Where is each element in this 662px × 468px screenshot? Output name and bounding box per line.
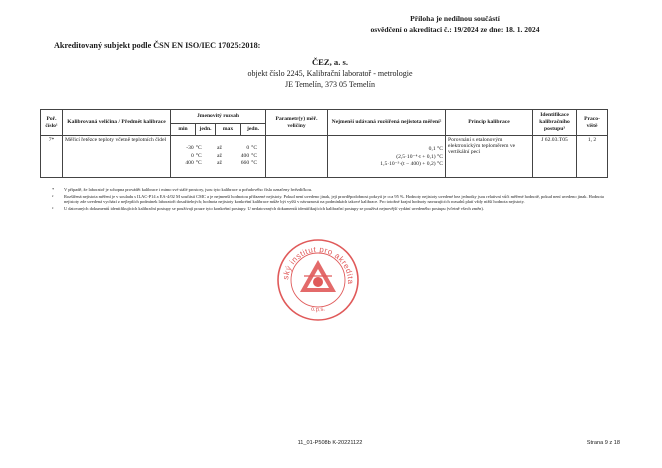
footnote-mark: * [52,187,55,192]
row-params [266,136,328,178]
range-max: 660 [240,160,250,166]
footnote-mark: ³ [52,205,54,211]
svg-text:o.p.s.: o.p.s. [310,306,326,314]
attachment-line-2: osvědčení o akreditaci č.: 19/2024 ze dne: 18. 1. 2024 [370,25,540,34]
header-site: Praco-viště [577,110,608,136]
range-row [171,160,265,168]
attachment-header [330,13,580,35]
table-row [41,136,608,178]
range-unit: °C [251,145,258,151]
row-site: 1, 2 [577,136,608,178]
organization-address-1: objekt číslo 2245, Kalibrační laboratoř - metrologie [247,69,413,78]
row-ranges [171,136,266,178]
row-cmc [328,136,446,178]
row-procedure-id: J 62.03.T05 [533,136,577,178]
cmc-value: 0,1 °C [428,146,444,152]
header-range-unit-1: jedn. [196,124,216,136]
footnote-text: Rozšířená nejistota měření je v souladu s ILAC-P14 a EA-4/02 M součástí CMC a je nejmenší hodnotou přiřazené nejistoty. Pokud není uvedeno jinak, její pravděpodobnost pokrytí je cca 95 %. Hodnoty nejistoty uvedené bez jednotky jsou relativní vůči měřené hodnotě, pokud není uvedeno jinak. Hodnota nejistoty zde uvedená vychází z nejlepších podmínek laboratoři dosažitelných; hodnota nejistoty konkrétní kalibrace může být vyšší v návaznosti na podmínkách takové kalibrace. Pro totožné krajní hodnoty navazujících rozsahů platí vždy nižší hodnota nejistoty. [64,193,604,205]
range-row [171,153,265,161]
header-range-unit-2: jedn. [241,124,266,136]
svg-text:Český institut pro akreditaci: ský institut pro akredita [281,244,356,285]
accredited-subject-title: Akreditovaný subjekt podle ČSN EN ISO/IEC 17025:2018: [54,41,261,50]
range-to: až [216,152,222,159]
footnote [52,194,612,205]
footnote [52,206,612,212]
row-no: 7* [41,136,63,178]
range-unit: °C [251,160,258,166]
row-principle: Porovnání s etalonovým elektronickým teploměrem ve vertikální peci [446,136,533,178]
footnote [52,187,612,193]
header-range-max: max [216,124,241,136]
range-unit: °C [251,152,258,159]
row-quantity: Měřicí řetězce teploty včetně teplotních čidel [63,136,171,178]
range-unit: °C [195,152,202,159]
accreditation-stamp [274,236,362,324]
range-unit: °C [195,160,202,166]
header-no: Poř. číslo¹ [41,110,63,136]
organization-block [180,57,480,90]
cmc-value: (2,5·10⁻⁴·t + 0,1) °C [396,153,444,160]
stamp-seal-icon [274,236,362,324]
range-min: 400 [185,160,194,166]
calibration-table [40,109,608,178]
range-min: -30 [186,145,194,151]
organization-address-2: JE Temelín, 373 05 Temelín [285,80,375,89]
header-principle: Princip kalibrace [446,110,533,136]
range-to: až [216,160,222,166]
header-cmc: Nejmenší udávaná rozšířená nejistota měření² [328,110,446,136]
range-row [171,145,265,153]
attachment-line-1: Příloha je nedílnou součástí [410,14,500,23]
header-range-min: min [171,124,196,136]
footnote-text: V případě, že laboratoř je schopna provádět kalibrace i mimo své stálé prostory, jsou tyto kalibrace u pořadového čísla označeny hvězdičkou. [64,187,312,192]
footnotes [52,187,612,212]
header-params: Parametr(y) měř. veličiny [266,110,328,136]
cmc-value: 1,5·10⁻³·(t − 400) + 0,2) °C [380,161,444,167]
header-range: Jmenovitý rozsah [171,110,266,124]
header-quantity: Kalibrovaná veličina / Předmět kalibrace [63,110,171,136]
range-max: 400 [240,152,250,159]
page-number: Strana 9 z 18 [586,440,620,446]
range-min: 0 [190,152,194,159]
range-max: 0 [246,145,250,151]
header-id: Identifikace kalibračního postupu³ [533,110,577,136]
footnote-mark: ² [52,193,54,199]
document-code: 11_01-P508b K-20221122 [297,440,363,446]
footnote-text: U datovaných dokumentů identifikujících kalibrační postupy se používají pouze tyto konkrétní postupy. U nedatovaných dokumentů identifikujících kalibrační postupy se používá nejnovější vydání uvedeného postupu (včetně všech změn). [64,205,484,211]
range-unit: °C [195,145,202,151]
organization-name: ČEZ, a. s. [311,57,349,67]
range-to: až [216,145,222,151]
